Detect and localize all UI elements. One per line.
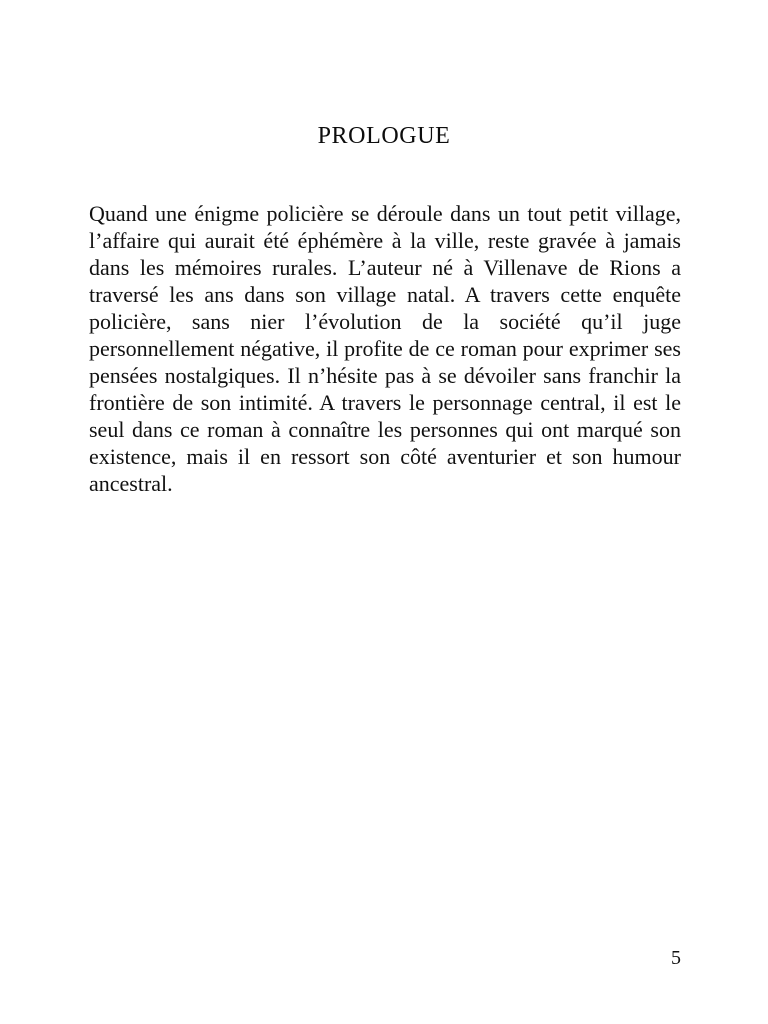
page-number: 5 bbox=[671, 947, 681, 969]
prologue-paragraph: Quand une énigme policière se déroule dans un tout petit village, l’affaire qui aurait été éphémère à la ville, reste gravée à jamais dans les mémoires rurales. L’auteur né à Villenave de Rions a traversé les ans dans son village natal. A travers cette enquête policière, sans nier l’évolution de la société qu’il juge personnellement négative, il profite de ce roman pour exprimer ses pensées nostalgiques. Il n’hésite pas à se dévoiler sans franchir la frontière de son intimité. A travers le personnage central, il est le seul dans ce roman à connaître les personnes qui ont marqué son existence, mais il en ressort son côté aventurier et son humour ancestral. bbox=[89, 201, 681, 496]
body-text-block bbox=[89, 200, 681, 497]
page-title: PROLOGUE bbox=[317, 123, 451, 149]
